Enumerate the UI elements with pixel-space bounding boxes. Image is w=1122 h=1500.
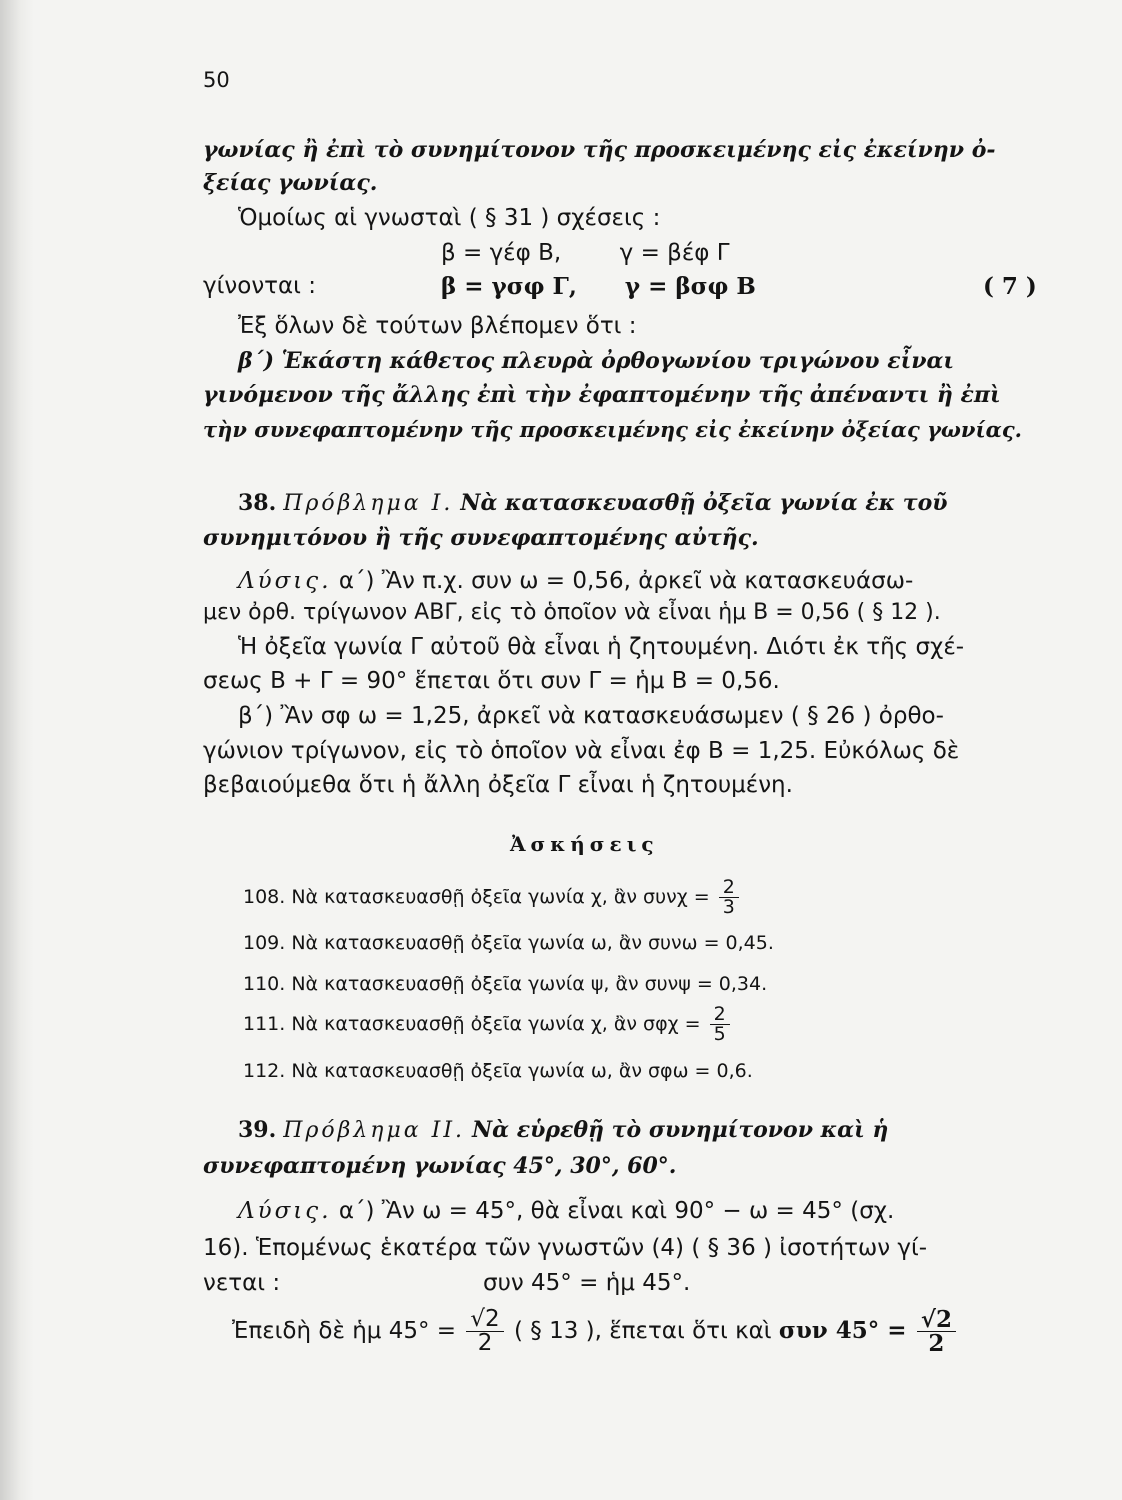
equation-number: ( 7 ): [983, 273, 1037, 300]
text-line: α΄) Ἂν ω = 45°, θὰ εἶναι καὶ 90° − ω = 45° (σχ.: [338, 1198, 895, 1224]
rule-text: γινόμενον τῆς ἄλλης ἐπὶ τὴν ἐφαπτομένην τῆς ἀπέναντι ἢ ἐπὶ: [203, 382, 1001, 408]
section-title: Νὰ εὑρεθῇ τὸ συνημίτονον καὶ ἡ: [472, 1117, 889, 1143]
text-line: α΄) Ἂν π.χ. συν ω = 0,56, ἀρκεῖ νὰ κατασκευάσω-: [338, 568, 914, 594]
equation-label: γίνονται :: [203, 273, 317, 299]
text-line: 16). Ἑπομένως ἑκατέρα τῶν γνωστῶν (4) ( § 36 ) ἰσοτήτων γί-: [203, 1235, 928, 1261]
solution-label: Λύσις.: [238, 568, 332, 594]
section-number: 39.: [238, 1117, 277, 1143]
fraction-numerator: 2: [713, 1003, 726, 1025]
fraction-denominator: 2: [466, 1331, 503, 1355]
section-title: συνημιτόνου ἢ τῆς συνεφαπτομένης αὐτῆς.: [203, 525, 759, 551]
exercise-112: 112. Νὰ κατασκευασθῇ ὀξεῖα γωνία ω, ἂν σφω = 0,6.: [243, 1060, 753, 1082]
text-line: γωνίας ἢ ἐπὶ τὸ συνημίτονον τῆς προσκειμένης εἰς ἐκείνην ὀ-: [203, 137, 996, 163]
section-number: 38.: [238, 490, 277, 516]
fraction: [710, 1005, 730, 1044]
equation: συν 45° =: [778, 1317, 907, 1344]
section-title: Νὰ κατασκευασθῇ ὀξεῖα γωνία ἐκ τοῦ: [460, 490, 948, 516]
exercise-110: 110. Νὰ κατασκευασθῇ ὀξεῖα γωνία ψ, ἂν συνψ = 0,34.: [243, 973, 768, 995]
fraction-denominator: 2: [917, 1331, 956, 1355]
text-line: Ὁμοίως αἱ γνωσταὶ ( § 31 ) σχέσεις :: [238, 205, 661, 231]
fraction: [466, 1308, 503, 1355]
exercise-111: 111. Νὰ κατασκευασθῇ ὀξεῖα γωνία χ, ἂν σφχ =: [243, 1013, 701, 1035]
equation: β = γέφ Β, γ = βέφ Γ: [441, 240, 730, 266]
text-line: γώνιον τρίγωνον, εἰς τὸ ὁποῖον νὰ εἶναι ἐφ Β = 1,25. Εὐκόλως δὲ: [203, 738, 960, 764]
exercise-108: 108. Νὰ κατασκευασθῇ ὀξεῖα γωνία χ, ἂν συνχ =: [243, 886, 710, 908]
text-line: ( § 13 ), ἕπεται ὅτι καὶ: [513, 1318, 772, 1344]
rule-text: τὴν συνεφαπτομένην τῆς προσκειμένης εἰς ἐκείνην ὀξείας γωνίας.: [203, 417, 1022, 442]
fraction-denominator: 3: [719, 897, 739, 917]
fraction-numerator: 2: [722, 876, 735, 898]
page-number: 50: [203, 68, 230, 92]
exercise-109: 109. Νὰ κατασκευασθῇ ὀξεῖα γωνία ω, ἂν συνω = 0,45.: [243, 932, 774, 954]
page-edge-shadow: [0, 0, 34, 1500]
fraction-denominator: 5: [710, 1024, 730, 1044]
fraction: [719, 878, 739, 917]
fraction-numerator: √2: [470, 1306, 500, 1332]
solution-label: Λύσις.: [238, 1198, 332, 1224]
text-line: βεβαιούμεθα ὅτι ἡ ἄλλη ὀξεῖα Γ εἶναι ἡ ζητουμένη.: [203, 772, 793, 798]
problem-label: Πρόβλημα I.: [283, 491, 454, 516]
text-line: μεν ὀρθ. τρίγωνον ΑΒΓ, εἰς τὸ ὁποῖον νὰ εἶναι ἡμ Β = 0,56 ( § 12 ).: [203, 600, 941, 625]
equation: β = γσφ Γ, γ = βσφ Β: [441, 273, 756, 300]
equation: συν 45° = ἡμ 45°.: [483, 1270, 691, 1296]
exercises-heading: Ἀσκήσεις: [510, 832, 659, 856]
text-line: σεως Β + Γ = 90° ἕπεται ὅτι συν Γ = ἡμ Β = 0,56.: [203, 668, 780, 694]
rule-text: β΄) Ἑκάστη κάθετος πλευρὰ ὀρθογωνίου τριγώνου εἶναι: [238, 348, 955, 374]
text-line: Ἡ ὀξεῖα γωνία Γ αὐτοῦ θὰ εἶναι ἡ ζητουμένη. Διότι ἐκ τῆς σχέ-: [238, 634, 965, 660]
fraction-numerator: √2: [920, 1306, 952, 1333]
section-title: συνεφαπτομένη γωνίας 45°, 30°, 60°.: [203, 1153, 677, 1179]
fraction: [917, 1308, 956, 1355]
text-line: Ἐπειδὴ δὲ ἡμ 45° =: [232, 1318, 457, 1344]
text-line: ξείας γωνίας.: [203, 170, 378, 196]
problem-label: Πρόβλημα II.: [283, 1118, 466, 1143]
text-line: νεται :: [203, 1270, 281, 1296]
text-line: Ἐξ ὅλων δὲ τούτων βλέπομεν ὅτι :: [238, 313, 637, 339]
text-line: β΄) Ἂν σφ ω = 1,25, ἀρκεῖ νὰ κατασκευάσωμεν ( § 26 ) ὀρθο-: [238, 703, 944, 729]
